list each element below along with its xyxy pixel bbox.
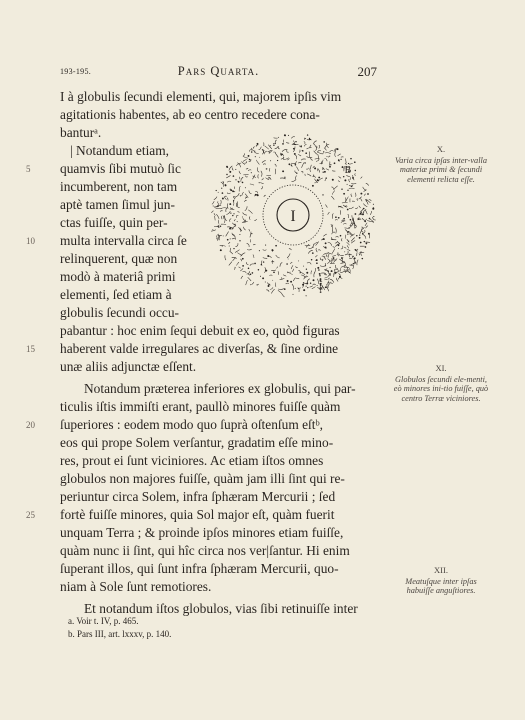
marginal-note-number: XII. — [434, 565, 448, 575]
text-line: unæ aliis adjunctæ eſſent. — [60, 359, 197, 374]
line-number: 25 — [26, 510, 35, 520]
text-line: elementi, ſed etiam à — [60, 287, 172, 302]
text-line: globulos non majores fuiſſe, quàm jam illi ſint qui re- — [60, 471, 345, 486]
text-line: quamvis ſibi mutuò ſic — [60, 161, 181, 176]
text-line: haberent valde irregulares ac diverſas, & ſine ordine — [60, 341, 339, 356]
text-line: relinquerent, quæ non — [60, 251, 178, 266]
figure-label-b: B — [344, 165, 352, 176]
text-line: ticulis iſtis immiſti erant, paullò minores fuiſſe quàm — [60, 399, 341, 414]
page-number: 207 — [357, 64, 377, 79]
text-line: quàm nunc ii ſint, qui hîc circa nos ver|ſantur. Hi enim — [60, 543, 350, 558]
text-line: banturᵃ. — [60, 125, 102, 140]
marginal-note-text: Globulos ſecundi ele-menti, eò minores ini-tio fuiſſe, quò centro Terræ viciniores. — [393, 374, 489, 403]
footnote-a: a. Voir t. IV, p. 465. — [68, 616, 139, 626]
line-number: 10 — [26, 236, 35, 246]
text-line: ctas fuiſſe, quin per- — [60, 215, 168, 230]
text-line: ſuperant illos, qui ſunt infra ſphæram Mercurii, quo- — [60, 561, 339, 576]
text-line: incumberent, non tam — [60, 179, 178, 194]
marginal-note-number: X. — [436, 144, 446, 154]
text-line: aptè tamen ſimul jun- — [60, 197, 175, 212]
text-line: ſuperiores : eodem modo quo ſuprà oſtenſum eſtᵇ, — [60, 417, 323, 432]
line-number: 15 — [26, 344, 35, 354]
footnote-b: b. Pars III, art. lxxxv, p. 140. — [68, 629, 172, 639]
line-number: 5 — [26, 164, 31, 174]
text-line: globulis ſecundi occu- — [60, 305, 179, 320]
running-header — [60, 64, 377, 80]
marginal-note-text: Meatuſque inter ipſas habuiſſe anguſtiores. — [405, 576, 477, 596]
text-line: eos qui prope Solem verſantur, gradatim eſſe mino- — [60, 435, 334, 450]
text-line: fortè fuiſſe minores, quia Sol major eſt, quàm fuerit — [60, 507, 335, 522]
figure-center-label: I — [290, 208, 296, 225]
header-title: Pars Quarta. — [177, 64, 260, 78]
header-article-range: 193-195. — [60, 67, 92, 76]
text-line: periuntur circa Solem, infra ſphæram Mercurii ; ſed — [60, 489, 336, 504]
line-number: 20 — [26, 420, 35, 430]
marginal-note-number: XI. — [435, 363, 447, 373]
marginal-note-xii — [393, 566, 489, 596]
marginal-note-xi — [393, 364, 489, 403]
text-line: unquam Terra ; & proinde ipſos minores etiam fuiſſe, — [60, 525, 344, 540]
text-line: | Notandum etiam, — [70, 143, 169, 158]
earth-globules-figure — [211, 130, 376, 300]
marginal-note-text: Varia circa ipſas inter-valla materiæ primi & ſecundi elementi relicta eſſe. — [395, 155, 487, 184]
text-line: pabantur : hoc enim ſequi debuit ex eo, quòd figuras — [60, 323, 340, 338]
marginal-note-x — [393, 145, 489, 184]
text-line: I à globulis ſecundi elementi, qui, majorem ipſis vim — [60, 89, 342, 104]
text-line: niam à Sole ſunt remotiores. — [60, 579, 212, 594]
figure-label-a: A — [349, 218, 357, 229]
text-line: Et notandum iſtos globulos, vias ſibi retinuiſſe inter — [84, 601, 358, 616]
text-line: multa intervalla circa ſe — [60, 233, 187, 248]
text-line: modò à materiâ primi — [60, 269, 176, 284]
text-line: agitationis habentes, ab eo centro recedere cona- — [60, 107, 320, 122]
text-line: res, prout ei ſunt viciniores. Ac etiam iſtos omnes — [60, 453, 324, 468]
text-line: Notandum præterea inferiores ex globulis, qui par- — [84, 381, 356, 396]
